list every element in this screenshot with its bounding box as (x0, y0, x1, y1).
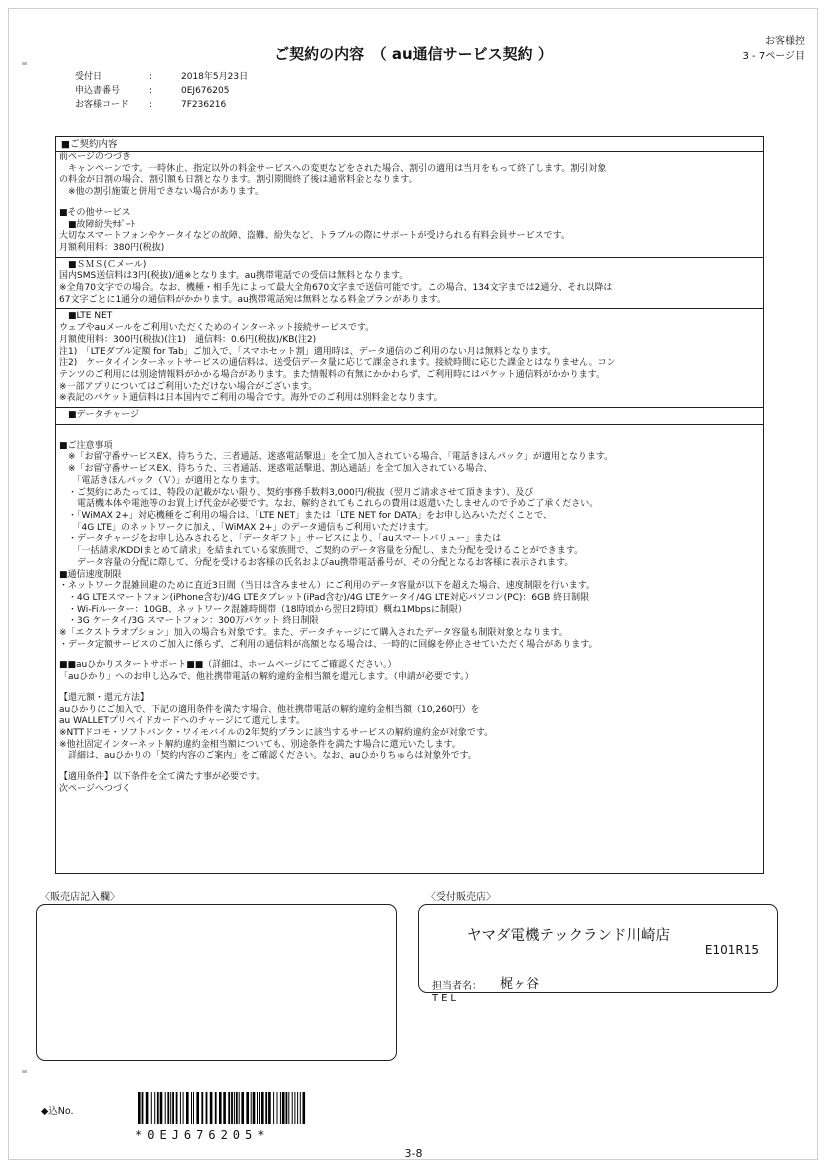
store-code: E101R15 (704, 943, 759, 957)
support-line: 月額利用料：380円(税抜) (59, 242, 165, 253)
notes-line: ※「お留守番サービスEX、待ちうた、三者通話、迷惑電話撃退」を全て加入されている場合、「電話きほんパック」が適用となります。 (59, 452, 614, 463)
barcode-bar (280, 1092, 281, 1124)
continue-next-page: 次ページへつづく (59, 783, 131, 794)
speed-line: ・データ定額サービスのご加入に係らず、ご利用の通信料が高額となる場合は、一時的に回線を停止させていただく場合があります。 (59, 639, 598, 650)
hikari-title: ■■auひかりスタートサポート■■（詳細は、ホームページにてご確認ください。） (59, 660, 397, 671)
speed-line: ・3G ケータイ/3G スマートフォン：300万パケット 終日制限 (59, 616, 319, 627)
barcode-bar (167, 1092, 169, 1124)
page-indicator: 3 - 7ページ目 (742, 51, 805, 62)
barcode-text: *0EJ676205* (135, 1128, 270, 1142)
divider (56, 424, 763, 425)
support-line: 大切なスマートフォンやケータイなどの故障、盗難、紛失など、トラブルの際にサポートが受けられる有料会員サービスです。 (59, 231, 570, 242)
meta-label: お客様コード (75, 100, 130, 110)
campaign-line: キャンペーンです。一時休止、指定以外の料金サービスへの変更などをされた場合、割引の適用は当月をもって終了します。割引対象 (59, 163, 607, 174)
campaign-line: ※他の割引施策と併用できない場合があります。 (59, 187, 264, 198)
tel-label: TEL (432, 993, 459, 1004)
notes-line: 「4G LTE」のネットワークに加え、「WiMAX 2+」のデータ通信もご利用いただけます。 (59, 522, 434, 533)
barcode-bar (273, 1092, 274, 1124)
meta-row-customer-code (75, 98, 248, 112)
barcode-bar (246, 1092, 249, 1124)
campaign-line: の料金が日割の場合、割引額も日割となります。割引期間終了後は通常料金となります。 (59, 175, 418, 186)
meta-value: 7F236216 (181, 100, 227, 110)
barcode-bar (138, 1092, 141, 1124)
speed-line: ※「エクストラオプション」加入の場合も対象です。また、データチャージにて購入されたデータ容量も制限対象となります。 (59, 628, 568, 639)
punch-mark (22, 1070, 27, 1073)
store-entry-label: 〈販売店記入欄〉 (40, 892, 120, 903)
barcode-bar (303, 1092, 306, 1124)
divider (56, 407, 763, 408)
section-title-contract: ■ご契約内容 (56, 138, 763, 152)
notes-line: ・「WiMAX 2+」対応機種をご利用の場合は、「LTE NET」または「LTE NET for DATA」をお申し込みいただくことで、 (59, 510, 552, 521)
store-name: ヤマダ電機テックランド川崎店 (467, 928, 670, 944)
copy-label-block (743, 34, 806, 64)
barcode-bar (300, 1092, 301, 1124)
section-title-other-services: ■その他サービス (59, 207, 131, 218)
meta-value: 2018年5月23日 (181, 72, 249, 82)
barcode-bar (268, 1092, 271, 1124)
refund-line: au WALLETプリペイドカードへのチャージにて還元します。 (59, 716, 305, 727)
notes-line: ※「お留守番サービスEX、待ちうた、三者通話、迷惑電話撃退、割込通話」を全て加入されている場合、 (59, 464, 493, 475)
lte-line: ※一部アプリについてはご利用いただけない場合がございます。 (59, 381, 318, 392)
barcode-bar (146, 1092, 149, 1124)
meta-label: 申込書番号 (75, 86, 121, 96)
sms-title: ■ＳＭＳ(Ｃメール) (59, 259, 147, 270)
barcode-bar (157, 1092, 159, 1124)
speed-line: ・ネットワーク混雑回避のために直近3日間（当日は含みません）にご利用のデータ容量が以下を超えた場合、速度制限を行います。 (59, 581, 596, 592)
page-number: 3-8 (404, 1147, 423, 1160)
lte-line: テンツのご利用には別途情報料がかかる場合があります。また情報料の有無にかかわらず、ご利用時にはパケット通信料がかかります。 (59, 369, 605, 380)
barcode-bar (261, 1092, 264, 1124)
sms-line: 国内SMS送信料は3円(税抜)/通※となります。au携帯電話での受信は無料となります。 (59, 271, 409, 282)
meta-value: 0EJ676205 (181, 86, 230, 96)
barcode-bar (186, 1092, 189, 1124)
barcode-bar (151, 1092, 152, 1124)
refund-line: ※NTTドコモ・ソフトバンク・ワイモバイルの2年契約プランに該当するサービスの解約違約金が対象です。 (59, 727, 494, 738)
lte-title: ■LTE NET (59, 311, 113, 322)
speed-line: ・4G LTEスマートフォン(iPhone含む)/4G LTEタブレット(iPad含む)/4G LTEケータイ/4G LTE対応パソコン(PC)：6GB 終日制限 (59, 592, 590, 603)
lte-line: ウェブやauメールをご利用いただくためのインターネット接続サービスです。 (59, 323, 375, 334)
notes-line: 「電話きほんパック（Ｖ）」が適用となります。 (59, 475, 266, 486)
notes-line: ・データチャージをお申し込みされると、「データギフト」サービスにより、「auスマートバリュー」または (59, 534, 502, 545)
barcode-bar (259, 1092, 260, 1124)
support-title: ■故障紛失ｻﾎﾟｰﾄ (59, 219, 136, 230)
contract-details-box (55, 136, 764, 874)
barcode-bar (154, 1092, 155, 1124)
meta-colon: : (149, 100, 153, 110)
barcode-bar (231, 1092, 233, 1124)
barcode-bar (142, 1092, 144, 1124)
notes-line: データ容量の分配に際して、分配を受けるお客様の氏名およびau携帯電話番号が、その分配となるお客様に表示されます。 (59, 557, 574, 568)
meta-block (75, 70, 248, 112)
barcode-bar (288, 1092, 289, 1124)
speed-line: ・Wi-Fiルーター：10GB、ネットワーク混雑時間帯（18時頃から翌日2時頃）概ね1Mbpsに制限） (59, 604, 467, 615)
lte-line: 注1) 「LTEダブル定額 for Tab」ご加入で、「スマホセット割」適用時は、データ通信のご利用のない月は無料となります。 (59, 346, 557, 357)
barcode-bar (241, 1092, 244, 1124)
barcode-bar (165, 1092, 166, 1124)
barcode-bar (206, 1092, 208, 1124)
barcode-bar (210, 1092, 213, 1124)
divider (56, 257, 763, 258)
barcode-bar (160, 1092, 163, 1124)
barcode-bar (196, 1092, 199, 1124)
barcode-bar (282, 1092, 285, 1124)
barcode-bar (223, 1092, 226, 1124)
staff-label: 担当者名： (432, 981, 482, 992)
barcode-bar (236, 1092, 238, 1124)
store-entry-box (36, 904, 397, 1061)
barcode-bar (265, 1092, 267, 1124)
notes-line: 電話機本体や電池等のお買上げ代金が必要です。なお、解約されてもこれらの費用は返還いたしませんので予めご了承ください。 (59, 499, 599, 510)
barcode-bar (215, 1092, 217, 1124)
notes-title: ■ご注意事項 (59, 440, 113, 451)
barcode-bar (257, 1092, 258, 1124)
divider (56, 308, 763, 309)
barcode-bar (193, 1092, 194, 1124)
refund-line: 詳細は、auひかりの「契約内容のご案内」をご確認ください。なお、auひかりちゅらは対象外です。 (59, 751, 477, 762)
meta-row-date (75, 70, 248, 84)
hikari-line: 「auひかり」へのお申し込みで、他社携帯電話の解約違約金相当額を還元します。（申請が必要です。） (59, 672, 474, 683)
notes-line: ・ご契約にあたっては、特段の記載がない限り、契約事務手数料3,000円/税抜（翌月ご請求させて頂きます）、及び (59, 487, 534, 498)
barcode-bar (228, 1092, 230, 1124)
sms-line: ※全角70文字での場合。なお、機種・相手先によって最大全角670文字まで送信可能です。この場合、134文字までは2通分、それ以降は (59, 283, 613, 294)
barcode-bar (294, 1092, 295, 1124)
meta-label: 受付日 (75, 72, 103, 82)
barcode (138, 1092, 306, 1124)
refund-line: ※他社固定インターネット解約違約金相当額についても、別途条件を満たす場合に還元いたします。 (59, 739, 461, 750)
barcode-bar (176, 1092, 178, 1124)
meta-row-application-number (75, 84, 248, 98)
barcode-bar (201, 1092, 203, 1124)
barcode-bar (277, 1092, 278, 1124)
sms-line: 67文字ごとに1通分の通信料がかかります。au携帯電話宛は無料となる料金プランがあります。 (59, 294, 446, 305)
refund-line: auひかりにご加入で、下記の適用条件を満たす場合、他社携帯電話の解約違約金相当額（10,260円）を (59, 704, 480, 715)
document-title: ご契約の内容 （ au通信サービス契約 ） (274, 45, 553, 63)
barcode-bar (251, 1092, 252, 1124)
barcode-bar (219, 1092, 222, 1124)
lte-line: 月額使用料：300円(税抜)(注1) 通信料：0.6円(税抜)/KB(注2) (59, 334, 317, 345)
barcode-bar (297, 1092, 298, 1124)
data-charge-title: ■データチャージ (59, 410, 140, 421)
barcode-bar (191, 1092, 192, 1124)
lte-line: ※表記のパケット通信料は日本国内でご利用の場合です。海外でのご利用は別料金となります。 (59, 393, 443, 404)
barcode-bar (180, 1092, 181, 1124)
barcode-bar (292, 1092, 293, 1124)
meta-colon: : (149, 86, 153, 96)
customer-copy-label: お客様控 (765, 36, 805, 47)
barcode-bar (234, 1092, 235, 1124)
staff-name: 梶ヶ谷 (500, 977, 540, 992)
notes-line: 「一括請求/KDDIまとめて請求」を結まれている家族間で、ご契約のデータ容量を分配し、また分配を受けることができます。 (59, 546, 584, 557)
reception-store-label: 〈受付販売店〉 (426, 892, 496, 903)
barcode-bar (253, 1092, 256, 1124)
barcode-bar (183, 1092, 184, 1124)
refund-title: 【還元額・還元方法】 (59, 692, 150, 703)
lte-line: 注2) ケータイインターネットサービスの通信料は、送受信データ量に応じて課金されます。接続時間に応じた課金とはなりません。コン (59, 358, 616, 369)
barcode-bar (286, 1092, 288, 1124)
intake-number-label: ◆込No. (41, 1106, 74, 1117)
barcode-bar (239, 1092, 240, 1124)
speed-title: ■通信速度制限 (59, 569, 122, 580)
meta-colon: : (149, 72, 153, 82)
conditions-title: 【適用条件】以下条件を全て満たす事が必要です。 (59, 772, 266, 783)
barcode-bar (170, 1092, 171, 1124)
barcode-bar (172, 1092, 174, 1124)
continued-note: 前ページのつづき (59, 152, 131, 162)
